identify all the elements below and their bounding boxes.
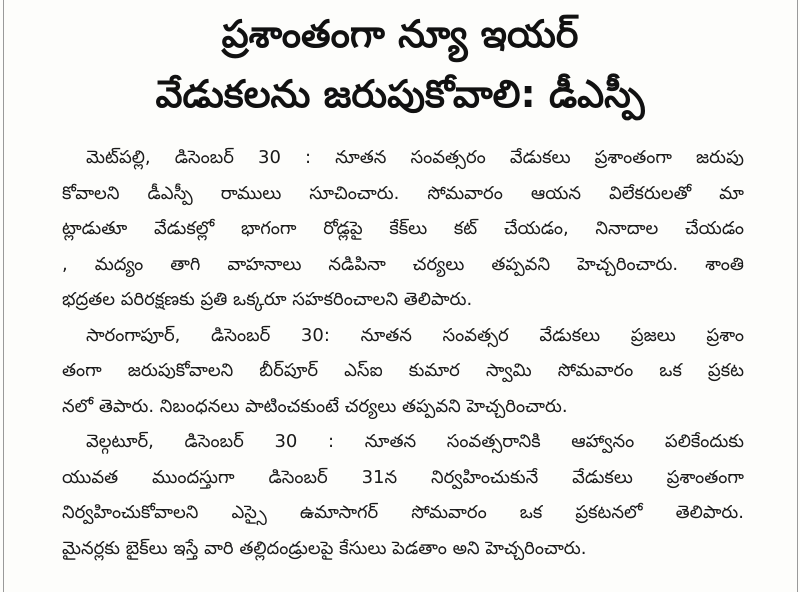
headline-line-1: ప్రశాంతంగా న్యూ ఇయర్ xyxy=(221,12,579,56)
article-line: నిర్వహించుకోవాలని ఎస్సై ఉమాసాగర్ సోమవారం ఒక ప్రకటనలో తెలిపారు. xyxy=(62,502,744,523)
headline xyxy=(0,4,800,124)
article-line: కోవాలని డీఎస్పీ రాములు సూచించారు. సోమవారం ఆయన విలేకరులతో మా xyxy=(62,182,744,204)
article-line: తంగా జరుపుకోవాలని బీర్‌పూర్ ఎస్ఐ కుమార స్వామి సోమవారం ఒక ప్రకట xyxy=(62,360,744,381)
article-line: వెల్గటూర్, డిసెంబర్ 30 : నూతన సంవత్సరానికి ఆహ్వానం పలికేందుకు xyxy=(86,431,744,452)
article-line: ట్లాడుతూ వేడుకల్లో భాగంగా రోడ్లపై కేక్‌లు కట్ చేయడం, నినాదాల చేయడం xyxy=(62,218,744,239)
article-line: , మద్యం తాగి వాహనాలు నడిపినా చర్యలు తప్పవని హెచ్చరించారు. శాంతి xyxy=(62,253,744,275)
article-line: మైనర్లకు బైక్‌లు ఇస్తే వారి తల్లిదండ్రులపై కేసులు పెడతాం అని హెచ్చరించారు. xyxy=(62,537,587,559)
article-line: మెట్‌పల్లి, డిసెంబర్ 30 : నూతన సంవత్సరం వేడుకలు ప్రశాంతంగా జరుపు xyxy=(86,147,744,168)
article-line: నలో తెపారు. నిబంధనలు పాటించకుంటే చర్యలు తప్పవని హెచ్చరించారు. xyxy=(62,395,568,417)
headline-line-2: వేడుకలను జరుపుకోవాలి: డీఎస్పీ xyxy=(155,72,645,116)
article-body xyxy=(62,140,744,566)
article-line: సారంగాపూర్, డిసెంబర్ 30: నూతన సంవత్సర వేడుకలు ప్రజలు ప్రశాం xyxy=(86,324,744,346)
article-line: భద్రతల పరిరక్షణకు ప్రతి ఒక్కరూ సహకరించాలని తెలిపారు. xyxy=(62,289,473,310)
article-line: యువత ముందస్తుగా డిసెంబర్ 31న నిర్వహించుకునే వేడుకలు ప్రశాంతంగా xyxy=(62,466,744,488)
